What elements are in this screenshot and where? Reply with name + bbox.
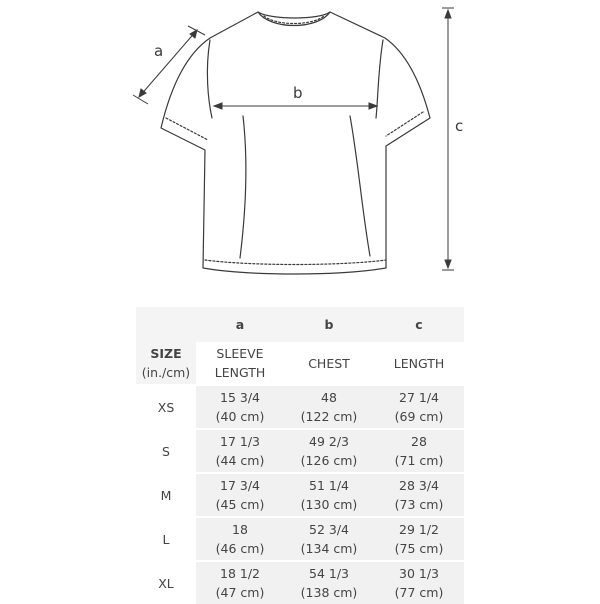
inch-value: 28 3/4 <box>399 478 439 493</box>
size-cell: XS <box>136 385 196 429</box>
right-side-line <box>350 116 370 256</box>
size-cell: XL <box>136 561 196 604</box>
size-cell: L <box>136 517 196 561</box>
table-row <box>136 561 464 604</box>
inch-value: 15 3/4 <box>220 390 260 405</box>
value-cell-b <box>284 561 374 604</box>
cm-value: (71 cm) <box>394 453 444 468</box>
value-cell-b <box>284 473 374 517</box>
cm-value: (73 cm) <box>394 497 444 512</box>
value-cell-c <box>374 561 464 604</box>
cm-value: (77 cm) <box>394 585 444 600</box>
size-header-title: SIZE <box>150 346 182 361</box>
cm-value: (47 cm) <box>215 585 265 600</box>
tshirt-diagram <box>0 0 600 300</box>
inch-value: 48 <box>321 390 337 405</box>
value-cell-b <box>284 385 374 429</box>
inch-value: 18 <box>232 522 248 537</box>
cm-value: (40 cm) <box>215 409 265 424</box>
dim-c-label: c <box>455 117 464 135</box>
value-cell-a <box>196 429 284 473</box>
cm-value: (46 cm) <box>215 541 265 556</box>
header-length-line1: LENGTH <box>393 355 445 371</box>
value-cell-a <box>196 385 284 429</box>
value-cell-b <box>284 429 374 473</box>
inch-value: 30 1/3 <box>399 566 439 581</box>
cm-value: (130 cm) <box>300 497 358 512</box>
cm-value: (138 cm) <box>300 585 358 600</box>
size-cell: M <box>136 473 196 517</box>
value-cell-c <box>374 473 464 517</box>
dim-b-arrow-right <box>369 103 377 109</box>
dim-c-arrow-top <box>445 10 451 18</box>
table-header-row <box>136 342 464 385</box>
cm-value: (122 cm) <box>300 409 358 424</box>
letter-a: a <box>196 307 284 342</box>
table-row <box>136 385 464 429</box>
header-chest-line1: CHEST <box>308 355 350 371</box>
inch-value: 52 3/4 <box>309 522 349 537</box>
left-shoulder-seam <box>207 40 212 118</box>
size-header <box>136 342 196 385</box>
cm-value: (126 cm) <box>300 453 358 468</box>
cm-value: (45 cm) <box>215 497 265 512</box>
value-cell-a <box>196 473 284 517</box>
cm-value: (69 cm) <box>394 409 444 424</box>
dim-b-arrow-left <box>214 103 222 109</box>
right-sleeve-hem <box>386 112 423 136</box>
header-sleeve-length-line1: SLEEVE <box>216 346 264 361</box>
table-letter-row <box>136 307 464 342</box>
inch-value: 54 1/3 <box>309 566 349 581</box>
dim-a-label: a <box>154 42 164 60</box>
letter-b: b <box>284 307 374 342</box>
header-sleeve-length <box>196 342 284 385</box>
cm-value: (44 cm) <box>215 453 265 468</box>
inch-value: 28 <box>411 434 427 449</box>
dim-b-label: b <box>293 84 303 102</box>
size-chart-table <box>136 307 464 604</box>
dim-a-line <box>139 30 197 97</box>
size-cell: S <box>136 429 196 473</box>
bottom-hem <box>205 260 386 265</box>
header-length <box>374 342 464 385</box>
tshirt-outline <box>161 12 430 274</box>
cm-value: (75 cm) <box>394 541 444 556</box>
value-cell-c <box>374 385 464 429</box>
value-cell-b <box>284 517 374 561</box>
inch-value: 51 1/4 <box>309 478 349 493</box>
inch-value: 27 1/4 <box>399 390 439 405</box>
header-chest <box>284 342 374 385</box>
dim-c-arrow-bottom <box>445 260 451 268</box>
inch-value: 49 2/3 <box>309 434 349 449</box>
table-row <box>136 429 464 473</box>
table-row <box>136 473 464 517</box>
value-cell-a <box>196 561 284 604</box>
value-cell-c <box>374 517 464 561</box>
blank-cell <box>136 307 196 342</box>
size-header-unit: (in./cm) <box>141 365 191 380</box>
inch-value: 17 1/3 <box>220 434 260 449</box>
inch-value: 17 3/4 <box>220 478 260 493</box>
table-row <box>136 517 464 561</box>
value-cell-a <box>196 517 284 561</box>
inch-value: 29 1/2 <box>399 522 439 537</box>
left-sleeve-hem <box>166 118 208 140</box>
inch-value: 18 1/2 <box>220 566 260 581</box>
header-sleeve-length-line2: LENGTH <box>214 365 266 380</box>
left-side-line <box>240 116 246 258</box>
cm-value: (134 cm) <box>300 541 358 556</box>
value-cell-c <box>374 429 464 473</box>
letter-c: c <box>374 307 464 342</box>
